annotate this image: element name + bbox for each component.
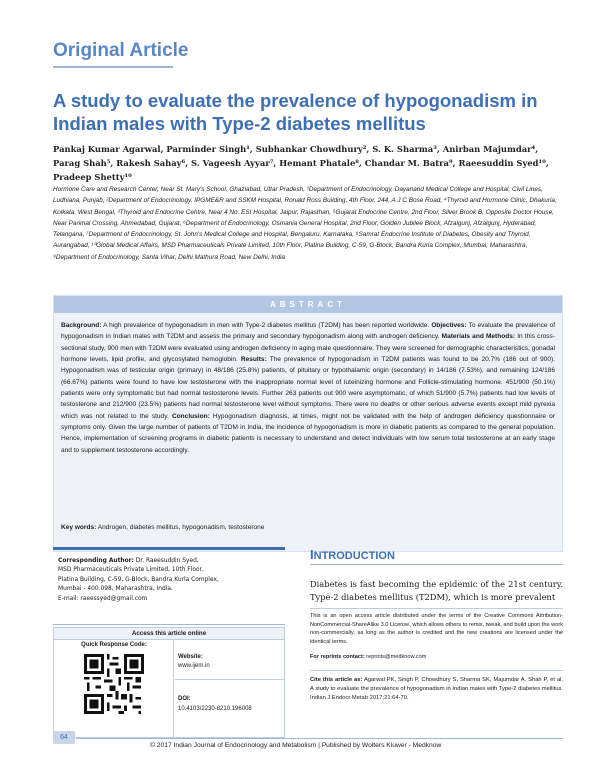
introduction-heading-rest: NTRODUCTION [313,550,395,562]
reprints-email[interactable]: reprints@medknow.com [366,654,427,660]
correspondence-text [58,557,283,604]
article-type-label: Original Article [53,40,189,61]
page-number: 64 [53,731,75,744]
affiliations: Hormone Care and Research Center, Near St. Mary's School, Ghaziabad, Uttar Pradesh, ¹Department of Endocrinology, Dayanand Medical College and Hospital, Civil Lines, Ludhiana, Punjab, ²Department of Endocrinology, IPGME&R and SSKM Hospital, Ronald Ross Building, 4th Floor, 244, A J C Bose Road, ⁴Thyroid and Hormone Clinic, Dhakuria, Kolkata, West Bengal, ³Thyroid and Endocrine Centre, Near 4 No. ESI Hospital, Jaipur, Rajasthan, ⁵Gujarat Endocrine Centre, 2nd Floor, Silver Brook B, Opposite Doctor House, Near Parimal Crossing, Ahmedabad, Gujarat, ⁶Department of Endocrinology, Osmania General Hospital, 2nd Floor, Golden Jubilee Block, Afzalgunj, Afzalgunj, Hyderabad, Telangana, ⁷Department of Endocrinology, St. John's Medical College and Hospital, Bengaluru, Karnataka, ⁸Samrat Endocrine Institute of Diabetes, Obesity and Thyroid, Aurangabad, ¹⁰Global Medical Affairs, MSD Pharmaceuticals Private Limited, 10th Floor, Platina Building, C-59, G-Block, Bandra Kurla Complex, Mumbai, Maharashtra, ⁹Department of Endocrinology, Santa Vihar, Delhi Mathura Road, New Delhi, India [53,186,557,261]
correspondence-email[interactable]: E-mail: raeessyed@gmail.com [58,595,148,602]
introduction-text: Diabetes is fast becoming the epidemic of the 21st century. Type-2 diabetes mellitus (T2DM), which is more prevalent [310,579,563,602]
keywords-text: Androgen, diabetes mellitus, hypogonadism, testosterone [97,524,265,531]
qr-code-icon[interactable] [84,654,144,714]
reprints-contact [310,653,563,661]
qr-column [54,640,174,737]
qr-label: Quick Response Code: [81,642,147,648]
author-list: Pankaj Kumar Agarwal, Parminder Singh¹, Subhankar Chowdhury², S. K. Sharma³, Anirban Majumdar⁴, Parag Shah⁵, Rakesh Sahay⁶, S. Vageesh Ayyar⁷, Hemant Phatale⁸, Chandar M. Batra⁹, Raeesuddin Syed¹⁰, Pradeep Shetty¹⁰ [53,144,549,182]
correspondence-line2: Platina Building, C-59, G-Block, Bandra Kurla Complex, [58,576,219,583]
open-access-notice: This is an open access article distributed under the terms of the Creative Commons Attribution-NonCommercial-ShareAlike 3.0 License, which allows others to remix, tweak, and build upon the work non-commercially, as long as the author is credited and the new creations are licensed under the identical terms. [310,608,563,646]
objectives-label: Objectives: [431,322,467,329]
doi-value[interactable]: 10.4103/2230-8210.196008 [178,706,252,712]
website-link[interactable]: www.ijem.in [178,663,210,669]
background-label: Background: [61,322,102,329]
access-divider [175,679,285,680]
correspondence-line1: MSD Pharmaceuticals Private Limited, 10th Floor, [58,567,204,574]
correspondence-label: Corresponding Author: [58,558,134,564]
citation-label: Cite this article as: [310,677,363,683]
methods-label: Materials and Methods: [441,333,516,341]
citation-text: Agarwal PK, Singh P, Chowdhury S, Sharma SK, Majumdar A, Shah P, et al. A study to evaluate the prevalence of hypogonadism in Indian males with Type-2 diabetes mellitus. Indian J Endocr Metab 2017;21:64-70. [310,677,563,701]
access-title: Access this article online [54,628,284,640]
conclusion-label: Conclusion: [171,412,210,420]
abstract-box [53,295,563,552]
introduction-heading [310,547,563,565]
article-title: A study to evaluate the prevalence of hypogonadism in Indian males with Type-2 diabetes mellitus [53,90,538,134]
reprints-label: For reprints contact: [310,654,365,660]
website-label: Website: [178,654,203,660]
objectives-text: To evaluate the prevalence of hypogonadism in Indian males with T2DM and assess the primary and secondary hypogonadism along with androgen deficiency. [61,322,556,341]
correspondence-name: Dr. Raeesuddin Syed, [135,558,199,564]
access-box [53,627,285,738]
conclusion-text: Hypogonadism diagnosis, at times, might not be validated with the help of androgen deficiency questionnaire or symptoms only. Given the large number of patients of T2DM in India, the incidence of hypogonadism is more in diabetic patients as compared to the general population. Hence, implementation of screening programs in diabetic patients is necessary to understand and detect individuals with low serum total testosterone at an early stage and to supplement testosterone accordingly. [61,412,555,454]
citation [310,670,563,703]
keywords [61,522,555,533]
footer-rule [76,738,563,739]
results-text: The prevalence of hypogonadism in T2DM patients was found to be 20.7% (186 out of 900). Hypogonadism was of testicular origin (primary) in 48/186 (25.8%) patients, of pituitary or hypothalamic origin (secondary) in 14/186 (7.53%), and remaining 124/186 (66.67%) patients were found to have low testosterone with the inappropriate normal level of luteinizing hormone and Follicle-stimulating hormone. 451/900 (50.1%) patients were only symptomatic but had normal testosterone levels. Further 263 patients out 900 were asymptomatic, of which 51/900 (5.7%) patients had low levels of testosterone and 212/900 (23.5%) patients had normal testosterone level without symptoms. There were no deaths or other serious adverse events except mild pyrexia which was not related to the study. [61,356,555,420]
introduction-heading-cap: I [310,547,314,562]
methods-text: In this cross-sectional study, 900 men with T2DM were evaluated using androgen deficiency in aging male questionnaire. They were screened for demographic characteristics, gonadal hormone levels, lipid profile, and glycosylated hemoglobin. [61,333,555,364]
correspondence-box [53,547,285,625]
doi-label: DOI: [178,696,191,702]
correspondence-line3: Mumbai - 400 098, Maharashtra, India. [58,586,173,593]
background-text: A high prevalence of hypogonadism in men with Type-2 diabetes mellitus (T2DM) has been reported worldwide. [103,322,430,329]
footer-copyright: © 2017 Indian Journal of Endocrinology and Metabolism | Published by Wolters Kluwer - Medknow [150,742,442,749]
abstract-header: ABSTRACT [54,296,562,313]
abstract-text [61,320,555,456]
keywords-label: Key words: [61,524,97,531]
results-label: Results: [240,356,267,364]
article-type-rule [53,66,173,68]
